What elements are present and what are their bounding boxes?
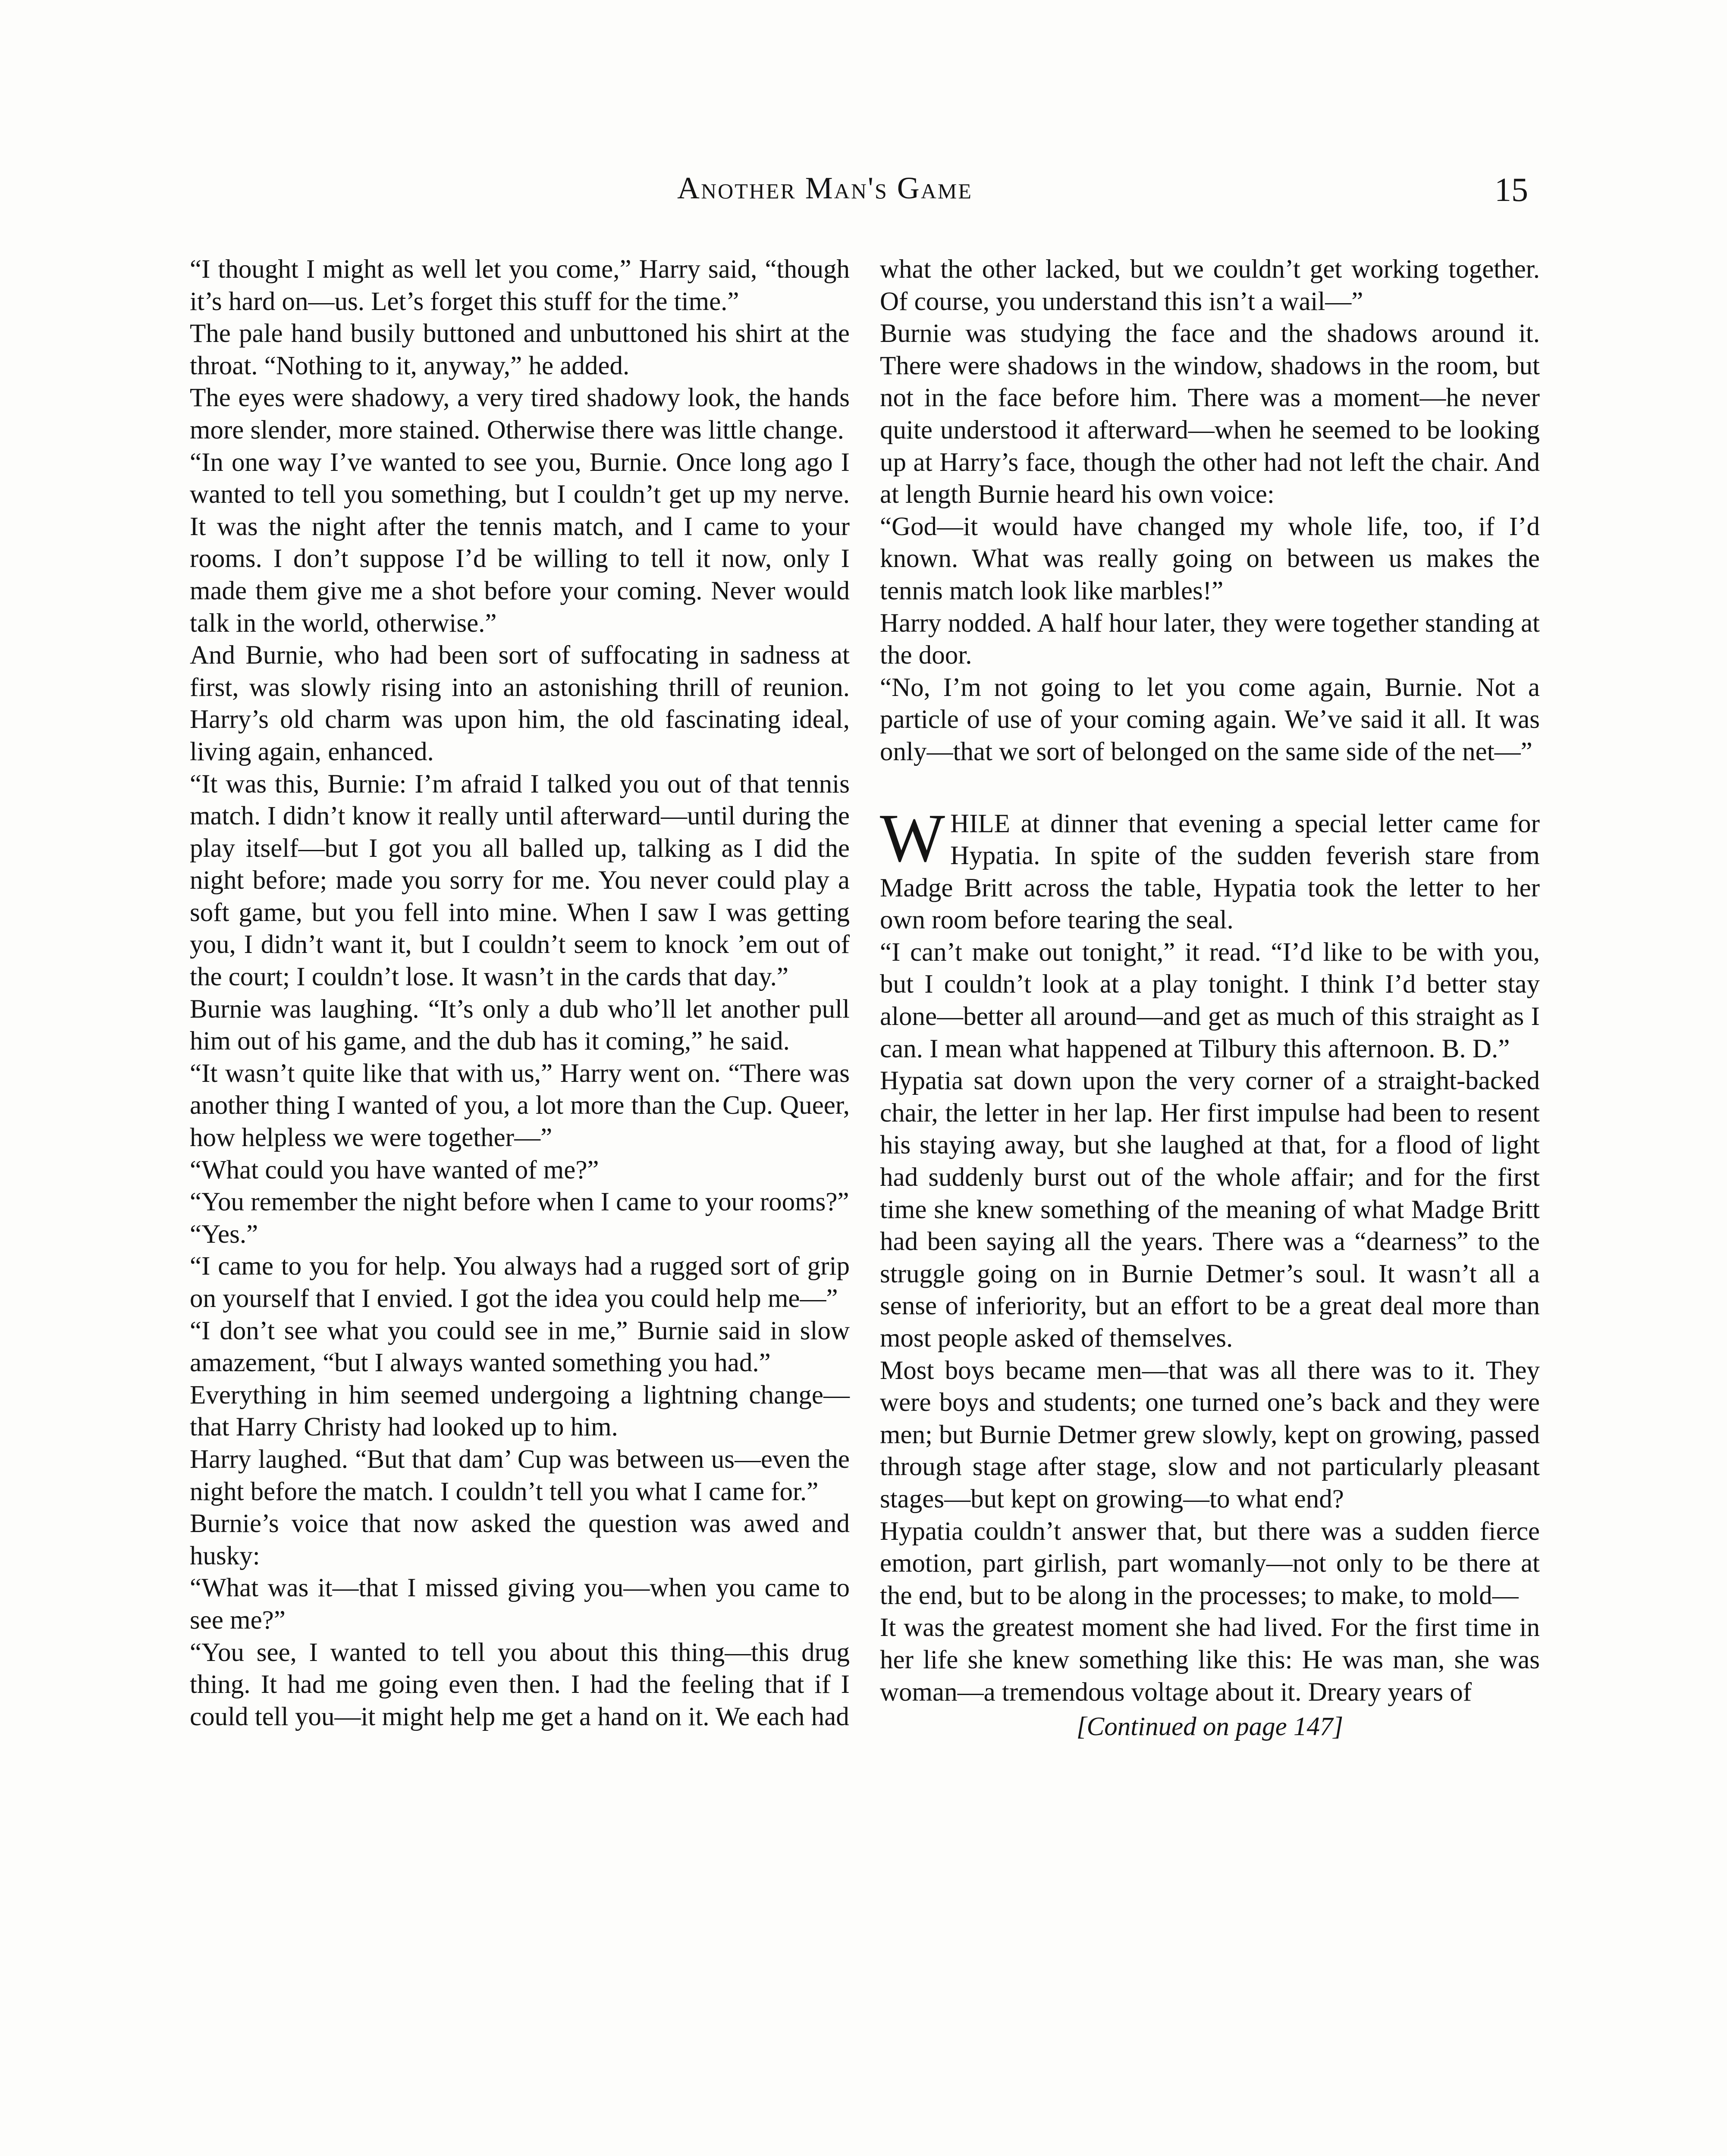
- right-column: [880, 254, 1540, 1743]
- section-break: [880, 768, 1540, 808]
- paragraph: Burnie was studying the face and the shadows around it. There were shadows in the window, shadows in the room, but not in the face before him. There was a moment—he never quite understood it afterward—when he seemed to be looking up at Harry’s face, though the other had not left the chair. And at length Burnie heard his own voice:: [880, 319, 1540, 509]
- paragraph: “You see, I wanted to tell you about this thing—this drug thing. It had me going even then. I had the feeling that if I could tell you—it might help me get a hand on it. We each had: [190, 1638, 850, 1731]
- paragraph: “No, I’m not going to let you come again, Burnie. Not a particle of use of your coming again. We’ve said it all. It was only—that we sort of belonged on the same side of the net—”: [880, 673, 1540, 766]
- paragraph: what the other lacked, but we couldn’t get working together. Of course, you understand this isn’t a wail—”: [880, 255, 1540, 316]
- running-title: Another Man's Game: [677, 171, 973, 205]
- paragraph: “Yes.”: [190, 1219, 258, 1249]
- paragraph: Burnie was laughing. “It’s only a dub who’ll let another pull him out of his game, and the dub has it coming,” he said.: [190, 994, 850, 1056]
- section-opening-text: HILE at dinner that evening a special letter came for Hypatia. In spite of the sudden feverish stare from Madge Britt across the table, Hypatia took the letter to her own room before tearing the seal.: [880, 809, 1540, 935]
- page-number: 15: [1495, 171, 1528, 208]
- paragraph: “It wasn’t quite like that with us,” Harry went on. “There was another thing I wanted of you, a lot more than the Cup. Queer, how helpless we were together—”: [190, 1059, 850, 1153]
- paragraph: Most boys became men—that was all there was to it. They were boys and students; one turned one’s back and they were men; but Burnie Detmer grew slowly, kept on growing, passed through stage after stage, slow and not particularly pleasant stages—but kept on growing—to what end?: [880, 1356, 1540, 1514]
- paragraph: Hypatia couldn’t answer that, but there was a sudden fierce emotion, part girlish, part womanly—not only to be there at the end, but to be along in the processes; to make, to mold—: [880, 1517, 1540, 1610]
- paragraph: “I came to you for help. You always had a rugged sort of grip on yourself that I envied. I got the idea you could help me—”: [190, 1252, 850, 1313]
- drop-cap: W: [880, 799, 945, 876]
- paragraph: “You remember the night before when I came to your rooms?”: [190, 1188, 849, 1217]
- paragraph: “What could you have wanted of me?”: [190, 1155, 599, 1185]
- paragraph: “It was this, Burnie: I’m afraid I talked you out of that tennis match. I didn’t know it really until afterward—until during the play itself—but I got you all balled up, talking as I did the night before; made you sorry for me. You never could play a soft game, but you fell into mine. When I saw I was getting you, I didn’t want it, but I couldn’t seem to knock ’em out of the court; I couldn’t lose. It wasn’t in the cards that day.”: [190, 769, 850, 992]
- paragraph: Harry nodded. A half hour later, they were together standing at the door.: [880, 608, 1540, 670]
- paragraph: It was the greatest moment she had lived. For the first time in her life she knew something like this: He was man, she was woman—a tremendous voltage about it. Dreary years of: [880, 1613, 1540, 1707]
- paragraph: Burnie’s voice that now asked the question was awed and husky:: [190, 1509, 850, 1570]
- paragraph: The pale hand busily buttoned and unbuttoned his shirt at the throat. “Nothing to it, anyway,” he added.: [190, 319, 850, 380]
- paragraph: Everything in him seemed undergoing a lightning change—that Harry Christy had looked up to him.: [190, 1380, 850, 1442]
- left-column: [190, 254, 850, 1733]
- paragraph: “I don’t see what you could see in me,” Burnie said in slow amazement, “but I always wanted something you had.”: [190, 1316, 850, 1378]
- continuation-note: [Continued on page 147]: [1076, 1712, 1344, 1742]
- paragraph: “I can’t make out tonight,” it read. “I’d like to be with you, but I couldn’t look at a play tonight. I think I’d better stay alone—better all around—and get as much of this straight as I can. I mean what happened at Tilbury this afternoon. B. D.”: [880, 937, 1540, 1063]
- paragraph: And Burnie, who had been sort of suffocating in sadness at first, was slowly rising into an astonishing thrill of reunion. Harry’s old charm was upon him, the old fascinating ideal, living again, enhanced.: [190, 641, 850, 766]
- paragraph: “I thought I might as well let you come,” Harry said, “though it’s hard on—us. Let’s forget this stuff for the time.”: [190, 255, 850, 316]
- paragraph: Hypatia sat down upon the very corner of a straight-backed chair, the letter in her lap. Her first impulse had been to resent his staying away, but she laughed at that, for a flood of light had suddenly burst out of the whole affair; and for the first time she knew something of the meaning of what Madge Britt had been saying all the years. There was a “dearness” to the struggle going on in Burnie Detmer’s soul. It wasn’t all a sense of inferiority, but an effort to be a great deal more than most people asked of themselves.: [880, 1066, 1540, 1353]
- section-opening-paragraph: [880, 799, 1540, 937]
- paragraph: “What was it—that I missed giving you—when you came to see me?”: [190, 1573, 850, 1635]
- paragraph: “In one way I’ve wanted to see you, Burnie. Once long ago I wanted to tell you something, but I couldn’t get up my nerve. It was the night after the tennis match, and I came to your rooms. I don’t suppose I’d be willing to tell it now, only I made them give me a shot before your coming. Never would talk in the world, otherwise.”: [190, 448, 850, 638]
- paragraph: Harry laughed. “But that dam’ Cup was between us—even the night before the match. I couldn’t tell you what I came for.”: [190, 1445, 850, 1506]
- paragraph: “God—it would have changed my whole life, too, if I’d known. What was really going on between us makes the tennis match look like marbles!”: [880, 512, 1540, 605]
- paragraph: The eyes were shadowy, a very tired shadowy look, the hands more slender, more stained. Otherwise there was little change.: [190, 383, 850, 445]
